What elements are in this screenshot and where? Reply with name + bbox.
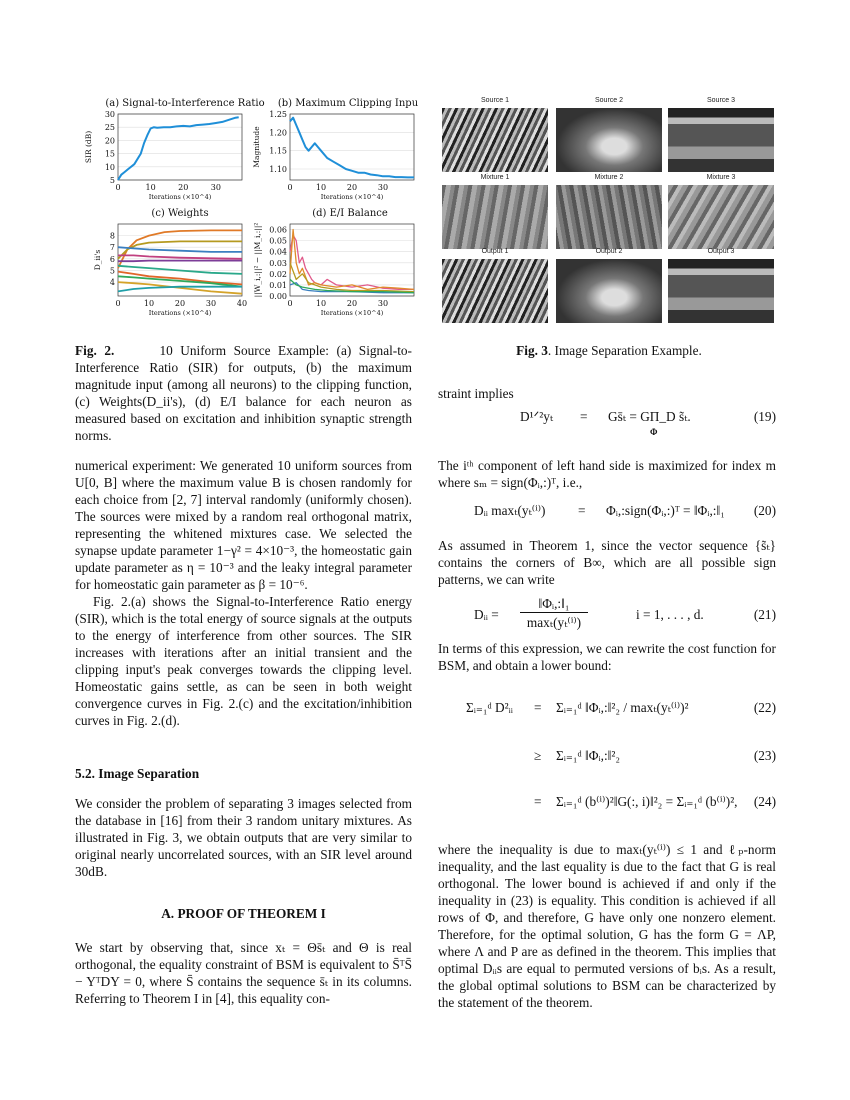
- eq20-number: (20): [753, 503, 776, 518]
- left-paragraph-1: numerical experiment: We generated 10 uniform sources from U[0, B] where the maximum value B is chosen randomly for each choice from [2, 7] interval randomly (uniformly chosen). The sources were mixed by a random real orthogonal matrix, representing the whitened mixtures case. We selected the synapse update parameter 1−γ² = 4×10⁻³, the homeostatic gain update parameter as η = 10⁻³ and the leaky integral parameter for homeostatic gain parameter as β = 10⁻⁶.: [75, 458, 412, 592]
- ei-balance-chart: [250, 220, 420, 318]
- x-axis-label: Iterations (×10^4): [148, 193, 212, 201]
- source-3-label: Source 3: [706, 97, 736, 104]
- y-tick-label: 0.03: [269, 258, 287, 268]
- mixture-1-image: [442, 185, 548, 249]
- source-2-image: [556, 108, 662, 172]
- x-tick-label: 0: [287, 183, 293, 192]
- eq24-rhs: Σᵢ₌₁ᵈ (b⁽ⁱ⁾)²‖G(:, i)‖²₂ = Σᵢ₌₁ᵈ (b⁽ⁱ⁾)²,: [556, 794, 738, 809]
- y-tick-label: 8: [109, 231, 115, 241]
- y-tick-label: 0.04: [269, 247, 287, 257]
- output-1-image: [442, 259, 548, 323]
- x-axis-label: Iterations (×10^4): [320, 309, 384, 317]
- right-paragraph-1: The iᵗʰ component of left hand side is maximized for index m where sₘ = sign(Φᵢ,:)ᵀ, i.e.,: [438, 458, 776, 490]
- y-axis-label: Magnitude: [252, 126, 261, 168]
- output-1-label: Output 1: [481, 248, 509, 255]
- y-tick-label: 10: [104, 162, 115, 172]
- y-tick-label: 15: [104, 149, 115, 159]
- fig3-caption-label: Fig. 3: [516, 343, 548, 358]
- eq21-number: (21): [753, 607, 776, 622]
- section-5-2-heading: 5.2. Image Separation: [75, 766, 200, 781]
- x-tick-label: 20: [346, 299, 358, 308]
- eq19-rhs: Gs̄ₜ = GΠ_D s̃ₜ.: [608, 409, 691, 424]
- series-line-4: [118, 255, 242, 258]
- clipping-input-chart: [250, 110, 420, 202]
- y-tick-label: 0.02: [269, 269, 287, 279]
- series-line-3: [118, 247, 242, 252]
- equation-21: [438, 596, 776, 636]
- y-tick-label: 7: [109, 243, 115, 253]
- left-paragraph-2: Fig. 2.(a) shows the Signal-to-Interference Ratio energy (SIR), which is the total energy of source signals at the outputs to the energy of interference from other sources. The SIR increases with iterations after an initial transient and the clipping input's peak converges towards the clipping level. Homeostatic gains settle, as can be seen in both weight convergence curves in Fig. 2.(c) and the excitation/inhibition curves in Fig. 2.(d).: [75, 594, 412, 728]
- plot-frame: [118, 114, 242, 180]
- x-tick-label: 10: [315, 299, 327, 308]
- sir-chart: [78, 110, 248, 202]
- eq19-lhs: D¹ᐟ²yₜ: [520, 409, 554, 424]
- series-line-1: [290, 235, 414, 289]
- x-tick-label: 20: [178, 183, 189, 192]
- equation-19: [438, 409, 776, 443]
- fig2-caption: [75, 342, 412, 444]
- left-column: [75, 457, 412, 729]
- eq23-geq: ≥: [534, 748, 542, 763]
- fig2-caption-text: 10 Uniform Source Example: (a) Signal-to-Interference Ratio (SIR) for outputs, (b) the maximum magnitude input (among all neurons) to the clipping function, (c) Weights(D_ii's), (d) E/I balance for each neuron as measured based on excitation and inhibition synaptic strength norms.: [75, 343, 412, 443]
- source-1-label: Source 1: [480, 97, 510, 104]
- y-axis-label: D_ii's: [93, 249, 102, 271]
- series-line-2: [290, 230, 414, 290]
- eq21-lhs: Dᵢᵢ =: [474, 607, 499, 622]
- output-2-image: [556, 259, 662, 323]
- y-tick-label: 0.06: [269, 225, 287, 235]
- weights-chart: [78, 220, 248, 318]
- x-tick-label: 30: [205, 299, 217, 308]
- y-tick-label: 20: [104, 136, 115, 146]
- panel-a-title: (a) Signal-to-Interference Ratio: [105, 98, 265, 109]
- eq23-rhs: Σᵢ₌₁ᵈ ‖Φᵢ,:‖²₂: [556, 748, 621, 763]
- eq23-number: (23): [753, 748, 776, 763]
- output-2-label: Output 2: [595, 248, 623, 255]
- eq21-numerator: ‖Φᵢ,:‖₁: [520, 596, 588, 613]
- right-paragraph-3: In terms of this expression, we can rewrite the cost function for BSM, and obtain a lower bound:: [438, 641, 776, 673]
- y-axis-label: ||W_i,:||² − ||M_i,:||²: [253, 222, 262, 298]
- x-axis-label: Iterations (×10^4): [148, 309, 212, 317]
- y-axis-label: SIR (dB): [84, 130, 93, 164]
- eq24-number: (24): [753, 794, 776, 809]
- x-tick-label: 20: [346, 183, 358, 192]
- source-1-image: [442, 108, 548, 172]
- series-line-6: [118, 266, 242, 274]
- right-paragraph-4: where the inequality is due to maxₜ(yₜ⁽ⁱ⁾) ≤ 1 and ℓₚ-norm inequality, and the last equality is due to the fact that G is real orthogonal. The lower bound is achieved if and only if the inequality in (23) is equality. This condition is achieved if all rows of Φ, and therefore, G have only one nonzero element. Therefore, for the optimal solution, G has the form G = ΛP, where Λ and P are as defined in the theorem. This implies that optimal Dᵢᵢs are equal to permuted versions of bᵢs. As a result, the global optimal solutions to BSM can be characterized by the statement of the theorem.: [438, 842, 776, 1010]
- y-tick-label: 30: [104, 110, 115, 119]
- panel-d-title: (d) E/I Balance: [312, 208, 388, 219]
- x-tick-label: 20: [174, 299, 186, 308]
- eq20-rhs: Φᵢ,:sign(Φᵢ,:)ᵀ = ‖Φᵢ,:‖₁: [606, 503, 725, 518]
- x-tick-label: 0: [287, 299, 293, 308]
- output-3-label: Output 3: [707, 248, 735, 255]
- equations-22-24: [438, 690, 776, 830]
- fig3-caption: [442, 342, 776, 359]
- x-axis-label: Iterations (×10^4): [320, 193, 384, 201]
- series-line-1: [290, 118, 414, 178]
- left-paragraph-3: We consider the problem of separating 3 images selected from the database in [16] from their 3 random unitary mixtures. As illustrated in Fig. 3, we obtain outputs that are very similar to original nearly uncorrelated sources, with an SIR level around 30dB.: [75, 796, 412, 879]
- series-line-10: [118, 287, 242, 292]
- y-tick-label: 25: [104, 123, 115, 133]
- eq22-lhs: Σᵢ₌₁ᵈ D²ᵢᵢ: [466, 700, 513, 715]
- panel-c-title: (c) Weights: [151, 208, 209, 219]
- eq19-number: (19): [753, 409, 776, 424]
- left-paragraph-4: We start by observing that, since xₜ = Θs̄ₜ and Θ is real orthogonal, the equality constraint of BSM is equivalent to S̄ᵀS̄ − YᵀDY = 0, where S̄ contains the sequence s̄ₜ in its columns. Referring to Theorem I in [4], this equality con-: [75, 940, 412, 1006]
- y-tick-label: 4: [109, 278, 115, 288]
- eq22-equals: =: [534, 700, 542, 715]
- eq22-rhs: Σᵢ₌₁ᵈ ‖Φᵢ,:‖²₂ / maxₜ(yₜ⁽ⁱ⁾)²: [556, 700, 689, 715]
- x-tick-label: 0: [115, 299, 121, 308]
- output-3-image: [668, 259, 774, 323]
- y-tick-label: 0.01: [269, 280, 287, 290]
- y-tick-label: 1.15: [269, 146, 287, 156]
- mixture-1-label: Mixture 1: [480, 174, 510, 181]
- series-line-1: [118, 117, 239, 180]
- mixture-3-label: Mixture 3: [706, 174, 736, 181]
- x-tick-label: 10: [143, 299, 155, 308]
- fig2-caption-label: Fig. 2.: [75, 343, 115, 358]
- image-separation-figure: [442, 97, 776, 322]
- x-tick-label: 10: [145, 183, 156, 192]
- appendix-a-heading: A. PROOF OF THEOREM I: [161, 906, 326, 921]
- panel-b-title: (b) Maximum Clipping Inpu: [277, 98, 419, 109]
- eq20-lhs: Dᵢᵢ maxₜ(yₜ⁽ⁱ⁾): [474, 503, 546, 518]
- eq19-underbrace-label: Φ: [650, 427, 658, 437]
- y-tick-label: 1.25: [269, 110, 287, 119]
- mixture-2-image: [556, 185, 662, 249]
- eq21-range: i = 1, . . . , d.: [636, 607, 704, 622]
- x-tick-label: 30: [377, 299, 389, 308]
- x-tick-label: 30: [377, 183, 389, 192]
- fig3-caption-text: . Image Separation Example.: [547, 343, 702, 358]
- eq21-denominator: maxₜ(yₜ⁽ⁱ⁾): [526, 615, 582, 630]
- right-paragraph-0: straint implies: [438, 386, 514, 401]
- x-tick-label: 30: [210, 183, 221, 192]
- x-tick-label: 40: [236, 299, 248, 308]
- y-tick-label: 1.20: [269, 128, 287, 138]
- eq20-equals: =: [578, 503, 586, 518]
- y-tick-label: 6: [109, 254, 115, 264]
- eq19-equals: =: [580, 409, 588, 424]
- series-line-5: [118, 261, 242, 262]
- eq24-equals: =: [534, 794, 542, 809]
- y-tick-label: 1.10: [269, 165, 287, 174]
- x-tick-label: 0: [115, 183, 121, 192]
- eq22-number: (22): [753, 700, 776, 715]
- y-tick-label: 0.00: [269, 292, 287, 301]
- source-3-image: [668, 108, 774, 172]
- x-tick-label: 10: [315, 183, 327, 192]
- y-tick-label: 0.05: [269, 236, 287, 246]
- y-tick-label: 5: [109, 266, 115, 276]
- right-paragraph-2: As assumed in Theorem 1, since the vector sequence {s̃ₜ} contains the corners of B∞, which are all possible sign patterns, we can write: [438, 538, 776, 587]
- equation-20: [438, 503, 776, 525]
- y-tick-label: 5: [109, 176, 115, 185]
- mixture-2-label: Mixture 2: [594, 174, 624, 181]
- mixture-3-image: [668, 185, 774, 249]
- source-2-label: Source 2: [594, 97, 624, 104]
